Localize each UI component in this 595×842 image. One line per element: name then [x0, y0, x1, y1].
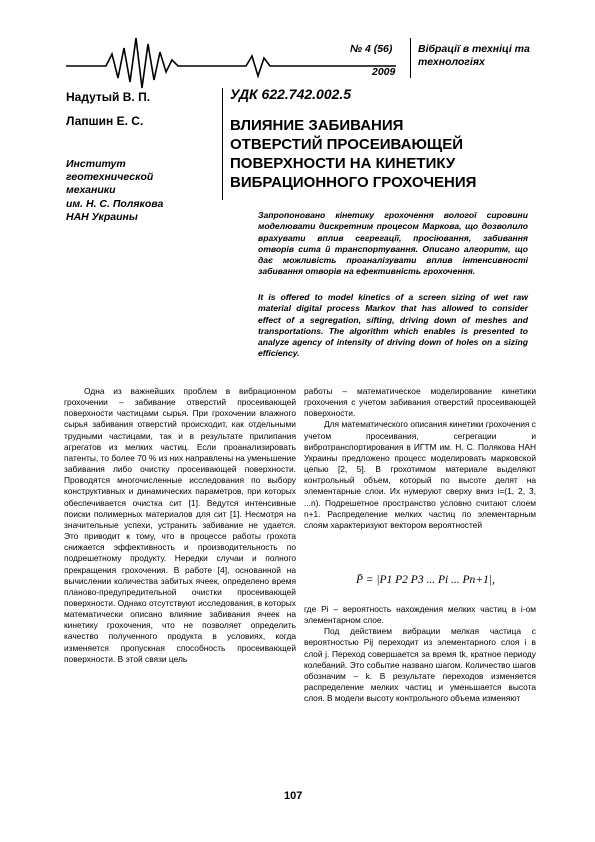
- title-line: ВИБРАЦИОННОГО ГРОХОЧЕНИЯ: [230, 174, 477, 191]
- header-divider: [410, 38, 411, 78]
- journal-title: Вібрації в техніці та технологіях: [418, 43, 530, 68]
- author-1: Надутый В. П.: [66, 90, 151, 104]
- title-divider: [222, 88, 223, 200]
- abstract-ukrainian: Запропоновано кінетику грохочення вологої сировини моделювати дискретним процесом Маркова, що дозволило врахувати вплив сегрегації, просіювання, забивання отворів сита й транспортування. Описано алгоритм, що дає можливість проаналізувати вплив інтенсивності забивання отворів на ефективність грохочення.: [258, 210, 528, 277]
- issue-number: № 4 (56): [350, 43, 393, 55]
- body-paragraph: Для математического описания кинетики грохочения с учетом просеивания, сегрегации и вибротранспортирования в ИГТМ им. Н. С. Полякова НАН Украины предложено процесс моделировать марковской цепью [2, 5]. В грохотимом материале выделяют контрольный объем, который по высоте делят на элементарные слои. Их нумеруют сверху вниз i=(1, 2, 3, ...n). Подрешетное пространство условно считают слоем n+1. Распределение мелких частиц по элементарным слоям характеризуют вектором вероятностей: [304, 419, 536, 530]
- issue-year: 2009: [372, 66, 396, 78]
- body-paragraph: где Pi – вероятность нахождения мелких частиц в i-ом элементарном слое.: [304, 604, 536, 626]
- body-paragraph: работы – математическое моделирование кинетики грохочения с учетом забивания отверстий просеивающей поверхности.: [304, 386, 536, 419]
- body-column-right: [304, 386, 536, 531]
- title-line: ОТВЕРСТИЙ ПРОСЕИВАЮЩЕЙ: [230, 136, 463, 153]
- affiliation-line: им. Н. С. Полякова: [66, 197, 164, 210]
- author-2: Лапшин Е. С.: [66, 114, 144, 128]
- affiliation-line: механики: [66, 184, 116, 197]
- body-paragraph: Одна из важнейших проблем в вибрационном грохочении – забивание отверстий просеивающей поверхности частицами сырья. При грохочении влажного сырья забивания отверстий происходит, как отдельными трудными частицами, так и в результате прилипания агрегатов из мелких частиц. Если проанализировать патенты, то более 70 % из них направлены на уменьшение забивания либо очистку просеивающей поверхности. Проводятся многочисленные исследования по выбору конструктивных и динамических параметров, при которых обеспечивается очистка сит [1]. Ведутся интенсивные поиски полимерных материалов для сит [1]. Несмотря на значительные успехи, устранить забивание не удается. Это приводит к тому, что в процессе работы грохота снижается эффективность и производительность по подрешетному продукту. Нередки случаи и полного прекращения грохочения. В работе [4], основанной на вычислении количества забитых ячеек, определено время планово-предупредительной очистки просеивающей поверхности. Однако отсутствуют исследования, в которых математически описано влияние забивания ячеек на кинетику грохочения, что не позволяет определить качество полученного продукта в условиях, когда изменяется пропускная способность просеивающей поверхности. В этой связи цель: [64, 386, 296, 664]
- abstract-english: It is offered to model kinetics of a screen sizing of wet raw material digital process Markov that has allowed to consider effect of a segregation, sifting, driving down of meshes and transportations. The algorithm which enables is presented to analyze agency of intensity of driving down of holes on a sizing efficiency.: [258, 292, 528, 359]
- affiliation-line: НАН Украины: [66, 210, 138, 223]
- header-wave-logo: [66, 28, 396, 94]
- body-paragraph: Под действием вибрации мелкая частица с вероятностью Pij переходит из элементарного слоя i в слой j. Переход совершается за время tk, кратное периоду колебаний. Это событие названо шагом. Количество шагов обозначим – k. В результате переходов изменяется распределение мелких частиц и уменьшается высота слоя. В модели высоту контрольного объема изменяют: [304, 626, 536, 704]
- title-line: ВЛИЯНИЕ ЗАБИВАНИЯ: [230, 117, 404, 134]
- affiliation-line: Институт: [66, 158, 126, 170]
- affiliation-line: геотехнической: [66, 171, 154, 184]
- article-title: [230, 116, 550, 192]
- title-line: ПОВЕРХНОСТИ НА КИНЕТИКУ: [230, 155, 456, 172]
- probability-vector-formula: P̄ = |P1 P2 P3 ... Pi ... Pn+1|,: [356, 574, 495, 586]
- body-column-right-continued: [304, 604, 536, 704]
- affiliation: [66, 158, 206, 224]
- udc-code: УДК 622.742.002.5: [230, 86, 352, 102]
- page-number: 107: [284, 790, 303, 802]
- body-column-left: [64, 386, 296, 665]
